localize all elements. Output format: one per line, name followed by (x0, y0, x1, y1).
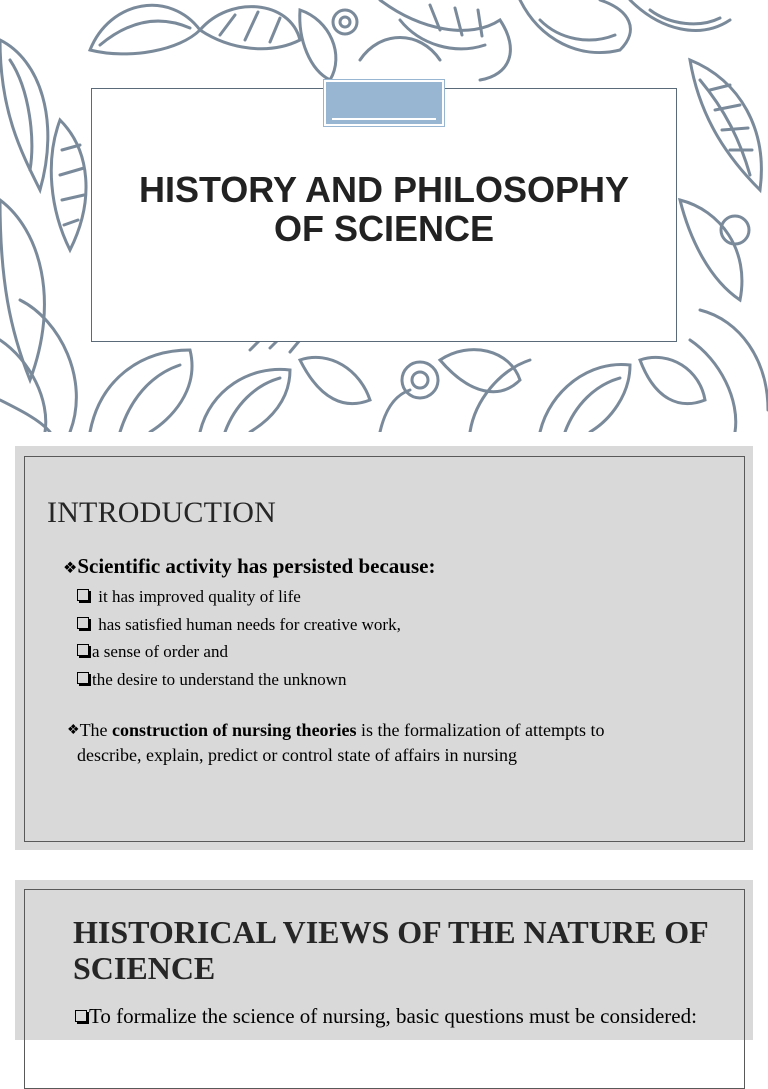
checkbox-bullet-icon (77, 672, 89, 684)
list-item: the desire to understand the unknown (77, 666, 401, 694)
historical-views-slide (15, 880, 753, 1040)
reasons-list (77, 583, 401, 693)
theory-paragraph: ❖The construction of nursing theories is the formalization of attempts to describe, explain, predict or control state of affairs in nursing (67, 718, 687, 767)
diamond-bullet-icon: ❖ (63, 560, 78, 577)
checkbox-bullet-icon (77, 644, 89, 656)
checkbox-bullet-icon (77, 589, 89, 601)
checkbox-bullet-icon (75, 1010, 87, 1022)
title-accent-tab (324, 80, 444, 126)
diamond-bullet-icon: ❖ (67, 723, 80, 738)
lead-bullet (63, 554, 435, 579)
title-line-1: HISTORY AND PHILOSOPHY (138, 169, 630, 210)
list-item: To formalize the science of nursing, basic questions must be considered: (75, 1004, 697, 1029)
slide-title (91, 170, 677, 248)
paragraph-line-2: describe, explain, predict or control state of affairs in nursing (77, 745, 518, 765)
lead-text: Scientific activity has persisted because: (77, 554, 436, 578)
introduction-slide (15, 446, 753, 850)
list-item: has satisfied human needs for creative work, (77, 611, 401, 639)
title-slide (0, 0, 768, 432)
slide-heading: HISTORICAL VIEWS OF THE NATURE OF SCIENCE (73, 914, 708, 986)
checkbox-bullet-icon (77, 617, 89, 629)
bold-phrase: construction of nursing theories (112, 720, 357, 740)
title-line-2: OF SCIENCE (273, 208, 495, 249)
slide-heading: INTRODUCTION (47, 496, 277, 529)
list-item: it has improved quality of life (77, 583, 401, 611)
list-item: a sense of order and (77, 638, 401, 666)
